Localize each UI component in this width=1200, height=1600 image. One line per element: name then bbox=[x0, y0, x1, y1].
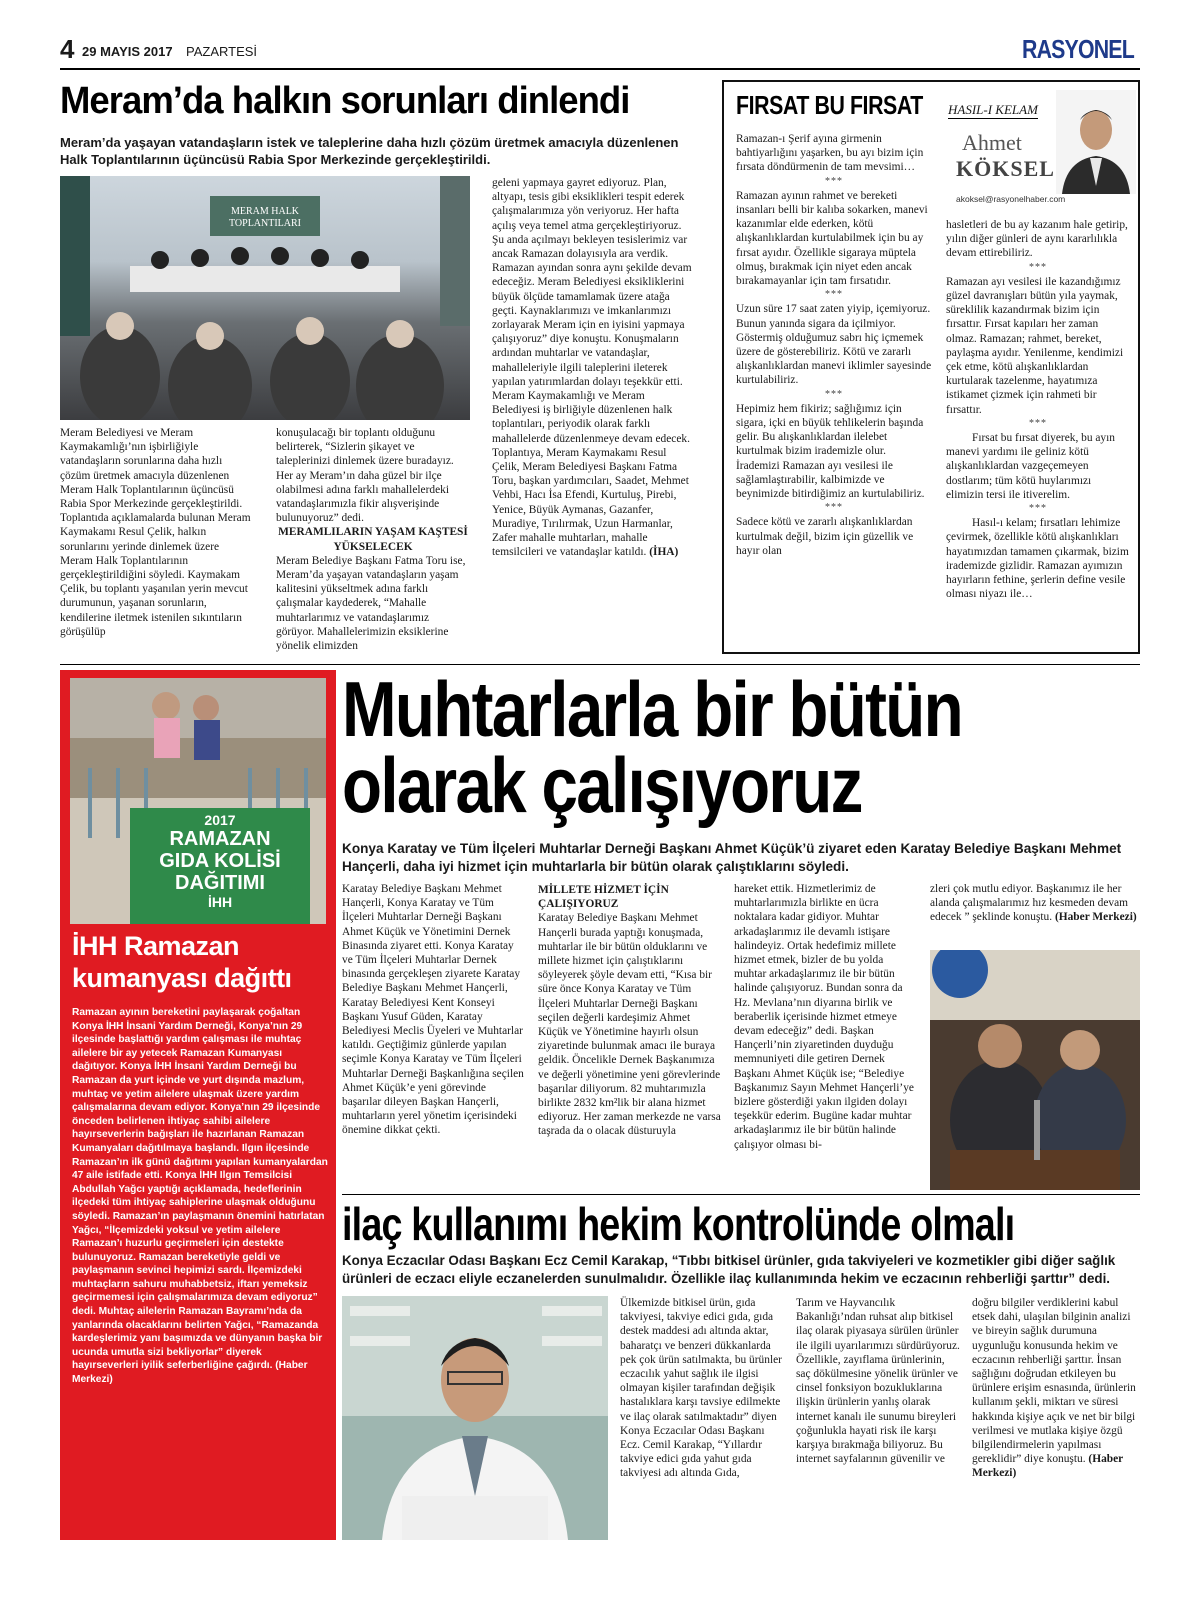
opinion-title: FIRSAT BU FIRSAT bbox=[736, 90, 923, 120]
muhtar-headline-2: olarak çalışıyoruz bbox=[342, 741, 862, 829]
muhtar-col-2 bbox=[538, 882, 722, 1139]
opinion-col-left bbox=[736, 132, 932, 558]
opinion-left-p1: Ramazan-ı Şerif ayına girmenin bahtiyarlığını yaşarken, bu ayı bizim için fırsata döndürmenin de tam mevsimi… bbox=[736, 133, 924, 174]
meram-col-3 bbox=[492, 176, 692, 559]
muhtar-col-3-text: hareket ettik. Hizmetlerimiz de muhtarlarımızla birlikte en ücra noktalara kadar gidiyor. Muhtar arkadaşlarımız ile devamlı istişare halindeyiz. Ortak hedefimiz millete hizmet etmek, bizler de bu yolda muhtar arkadaşlarımız ile bir bütün halinde çalışıyoruz. Bundan sonra da Hz. Mevlana’nın diyarına birlik ve beraberlik içerisinde hizmet etmeye devam edeceğiz” dedi. Başkan Hançerli’nin ziyaretinden duyduğu memnuniyeti dile getiren Dernek Başkanı Ahmet Küçük ise; “Belediye Başkanımız Sayın Mehmet Hançerli’ye bizlere gösterdiği yakın ilgiden dolayı teşekkür ederim. Bugüne kadar muhtar arkadaşlarımız ile bir bütün halinde çalışıyor olması bi- bbox=[734, 883, 914, 1151]
banner-line-2: GIDA KOLİSİ bbox=[159, 850, 281, 872]
meram-lead: Meram’da yaşayan vatandaşların istek ve taleplerine daha hızlı çözüm üretmek amacıyla düzenlenen Halk Toplantılarının üçüncüsü Rabia Spor Merkezinde gerçekleştirildi. bbox=[60, 135, 679, 167]
author-email[interactable]: akoksel@rasyonelhaber.com bbox=[956, 194, 1066, 204]
page-number: 4 bbox=[60, 34, 75, 64]
header-rule bbox=[60, 68, 1140, 70]
ilac-col-1 bbox=[620, 1296, 786, 1481]
opinion-right-p4: Hasıl-ı kelam; fırsatları lehimize çevirmek, özellikle kötü alışkanlıkları hayatımızdan tamamen çıkarmak, bizim irademizde gizlidir. Ramazan ayımızın hayırların fethine, şerlerin define vesile olması niyazı ile… bbox=[946, 517, 1129, 601]
muhtar-lead: Konya Karatay ve Tüm İlçeleri Muhtarlar Derneği Başkanı Ahmet Küçük’ü ziyaret eden Karatay Belediye Başkanı Mehmet Hançerli, daha iyi hizmet için muhtarlarla bir bütün olarak çalıştıklarını söyledi. bbox=[342, 841, 1122, 874]
meram-source: (İHA) bbox=[649, 546, 679, 559]
muhtar-col-1 bbox=[342, 882, 526, 1138]
pharmacist-photo bbox=[342, 1296, 608, 1540]
meram-col-2 bbox=[276, 426, 470, 653]
opinion-left-p4: Hepimiz hem fikiriz; sağlığımız için sigara, içki en büyük tehlikelerin başında gelir. Bu alışkanlıklardan ilelebet kurtulmak bizim irademizle olur. İrademizi Ramazan ayı vesilesi ile sağlamlaştırabilir, kalbimizde ve beynimizde bitirdiğimiz an kurtulabiliriz. bbox=[736, 402, 925, 501]
muhtar-photo bbox=[930, 950, 1140, 1190]
opinion-right-p1: hasletleri de bu ay kazanım hale getirip, yılın diğer günleri de aynı kararlılıkla devam ettirebiliriz. bbox=[946, 219, 1128, 260]
banner-line-3: DAĞITIMI bbox=[175, 872, 265, 894]
muhtar-col-4 bbox=[930, 882, 1140, 925]
ihh-body: Ramazan ayının bereketini paylaşarak çoğaltan Konya İHH İnsani Yardım Derneği, Konya’nın 29 ilçesinde başlattığı yardım çalışması ile muhtaç ailelere bir ay yetecek Ramazan Kumanyası dağıtıyor. Konya İHH İnsani Yardım Derneği bu Ramazan da yurt içinde ve yurt dışında mazlum, muhtaç ve yetim ailelere ulaşmak üzere yardım çalışmalarına devam ediyor. Konya’nın 29 ilçesinde önceden belirlenen ihtiyaç sahibi ailelere hayırseverlerin bağışları ile hazırlanan Ramazan Kumanyaları dağıtılmaya başlandı. Ilgın ilçesinde Ramazan’ın ilk günü dağıtımı yapılan kumanyalardan 47 aile istifade etti. Konya İHH Ilgın Temsilcisi Abdullah Yağcı yaptığı açıklamada, hedeflerinin ilçedeki tüm ihtiyaç sahiplerine ulaşmak olduğunu söyledi. Ramazan’ın paylaşmanın önemini hatırlatan Yağcı, “İlçemizdeki yoksul ve yetim ailelere Ramazan’ı huzurlu geçirmeleri için destekte bulunuyoruz. Ramazan bereketiyle geldi ve paylaşmanın sevinci hepimizi sardı. İlçemizdeki muhtaçların sahuru muhabbetsiz, iftarı yemeksiz geçirmemesi için çalışmalarımıza devam ediyoruz” dedi. Muhtaç ailelerin Ramazan Bayramı’nda da yanlarında olacaklarını belirten Yağcı, “Ramazanda kardeşlerimiz yanı başımızda ve dünyanın başka bir ucunda umutla sizi bekliyorlar” diyerek hayırseverleri iyilik seferberliğine çağırdı. (Haber Merkezi) bbox=[72, 1007, 328, 1386]
muhtar-col-4-text: zleri çok mutlu ediyor. Başkanımız ile her alanda çalışmalarımız hız kesmeden devam edecek ” şeklinde konuştu. bbox=[930, 883, 1128, 924]
ilac-headline: ilaç kullanımı hekim kontrolünde olmalı bbox=[342, 1198, 1015, 1250]
opinion-left-p3: Uzun süre 17 saat zaten yiyip, içemiyoruz. Bunun yanında sigara da içilmiyor. Göstermiş olduğumuz sabrı hiç içmemek üzere de gösterebiliriz. Kötü ve zararlı alışkanlıklardan manevi iklimler sayesinde kurtulabiliriz. bbox=[736, 303, 932, 387]
muhtar-col-1-text: Karatay Belediye Başkanı Mehmet Hançerli, Konya Karatay ve Tüm İlçeleri Muhtarlar Derneği Başkanı Ahmet Küçük ve Yönetimini Dernek Binasında ziyaret etti. Konya Karatay ve Tüm İlçeleri Muhtarlar Dernek binasında gerçekleşen ziyarete Karatay Belediye Başkanı Mehmet Hançerli, Karatay Belediyesi Kent Konseyi Başkanı Yusuf Güden, Karatay Belediyesi Meclis Üyeleri ve Muhtarlar katıldı. Geçtiğimiz günlerde yapılan seçimle Konya Karatay ve Tüm İlçeleri Muhtarlar Derneği Başkanlığına seçilen Ahmet Küçük’e yeni görevinde başarılar dileyen Başkan Hançerli, muhtarların yerel yönetim içerisindeki önemine dikkat çekti. bbox=[342, 883, 524, 1137]
meram-col-2b-text: Meram Belediye Başkanı Fatma Toru ise, Meram’da yaşayan vatandaşların yaşam kalitesini yükseltmek adına farklı çalışmalar kaydederek, “Mahalle muhtarlarımız ve vatandaşlarımız görüyor. Mahallelerimizin eksiklerine yönelik elimizden bbox=[276, 554, 466, 653]
opinion-left-p5: Sadece kötü ve zararlı alışkanlıklardan kurtulmak değil, bizim için güzellik ve hayır olan bbox=[736, 516, 914, 557]
separator-stars: *** bbox=[1029, 503, 1047, 515]
section-rule bbox=[342, 1194, 1140, 1195]
author-card bbox=[948, 90, 1136, 206]
opinion-right-p3: Fırsat bu fırsat diyerek, bu ayın manevi yardımı ile geliniz kötü alışkanlıklardan vazgeçemeyen dostlarım; tüm kötü huylarımızı elimizin tersi ile itiverelim. bbox=[946, 432, 1115, 501]
ihh-photo bbox=[70, 678, 326, 924]
ilac-col-2 bbox=[796, 1296, 962, 1466]
author-first-name: Ahmet bbox=[962, 130, 1022, 155]
ilac-col-3-text: doğru bilgiler verdiklerini kabul etsek dahi, ulaşılan bilginin analizi ve bireyin sağlık durumuna uygunluğu konusunda hekim ve eczacının rehberliği şarttır. İnsan sağlığını doğrudan etkileyen bu ürünlere erişim esnasında, ürünlerin kullanım şekli, miktarı ve süresi hakkında kişiye açık ve net bir bilgi verilmesi ve mutlaka kişiye özgü bilgilendirmelerin yapılması gereklidir” diye konuştu. bbox=[972, 1297, 1136, 1466]
mayor-visit-scene bbox=[930, 950, 1140, 1190]
muhtar-source: (Haber Merkezi) bbox=[1054, 911, 1137, 924]
issue-date: 29 MAYIS 2017 bbox=[82, 44, 173, 59]
meram-headline: Meram’da halkın sorunları dinlendi bbox=[60, 80, 630, 122]
banner-logo: İHH bbox=[207, 894, 233, 910]
issue-weekday: PAZARTESİ bbox=[186, 44, 258, 59]
muhtar-headline-1: Muhtarlarla bir bütün bbox=[342, 665, 962, 753]
ilac-lead: Konya Eczacılar Odası Başkanı Ecz Cemil Karakap, “Tıbbı bitkisel ürünler, gıda takviyeleri ve kozmetikler gibi diğer sağlık ürünleri de eczacı eliyle eczanelerden sunulmalıdır. Özellikle ilaç kullanımında hekim ve eczacının rehberliği şarttır” dedi. bbox=[342, 1253, 1116, 1286]
separator-stars: *** bbox=[825, 175, 843, 187]
author-last-name: KÖKSEL bbox=[956, 156, 1055, 181]
ilac-col-3 bbox=[972, 1296, 1140, 1481]
ilac-col-1-text: Ülkemizde bitkisel ürün, gıda takviyesi, takviye edici gıda, gıda destek maddesi adı altında aktar, baharatçı ve benzeri dükkanlarda pek çok ürün satılmakta, bu ürünler eczacılık yahut sağlık ile ilgisi olmayan kişiler tarafından değişik hastalıklara karşı tavsiye edilmekte ve ilaç olarak satılmaktadır” diyen Konya Eczacılar Odası Başkanı Ecz. Cemil Karakap, “Yıllardır takviye edici gıda yahut gıda takviyesi adı altında Gıda, bbox=[620, 1297, 782, 1480]
banner-year: 2017 bbox=[204, 812, 236, 828]
muhtar-col-3 bbox=[734, 882, 918, 1152]
opinion-left-p2: Ramazan ayının rahmet ve bereketi insanları belli bir kalıba sokarken, manevi kazanımlar elde ederken, kötü alışkanlıklardan kurtulabilmek için bu ay fırsat ayıdır. Özellikle sigaraya müptela olmuş, bırakmak için niyet eden ancak bırakamayanlar için tam fırsatıdır. bbox=[736, 189, 928, 288]
author-series: HASIL-I KELAM bbox=[948, 102, 1038, 117]
gift-banner bbox=[130, 808, 310, 924]
separator-stars: *** bbox=[1029, 261, 1047, 273]
separator-stars: *** bbox=[1029, 417, 1047, 429]
meeting-banner-text: MERAM HALK TOPLANTILARI bbox=[228, 206, 302, 229]
muhtar-col-2-text: Karatay Belediye Başkanı Mehmet Hançerli burada yaptığı konuşmada, muhtarlar ile bir bütün olduklarını ve milletе hizmet için çalıştıklarını söyleyerek şöyle devam etti, “Kısa bir süre önce Konya Karatay ve Tüm İlçeleri Muhtarlar Derneği Başkanı seçilen değerli kardeşimiz Ahmet Küçük ve Yönetimine hayırlı olsun ziyaretinde bulunmak amacı ile buraya geldik. Öncelikle Dernek Başkanımıza ve değerli yönetimine yeni görevlerinde başarılar diliyorum. 82 muhtarımızla birlikte 2832 km²lik bir alana hizmet ediyoruz. Her zaman merkezde ne varsa taşrada da o olacak düsturuyla bbox=[538, 912, 721, 1138]
meram-subhead: MERAMLILARIN YAŞAM KAŞTESİ YÜKSELECEK bbox=[278, 526, 468, 553]
meram-meeting-photo bbox=[60, 176, 470, 420]
opinion-col-right bbox=[946, 218, 1130, 601]
pharmacy-scene bbox=[342, 1296, 608, 1540]
separator-stars: *** bbox=[825, 388, 843, 400]
page-header bbox=[0, 0, 1200, 72]
separator-stars: *** bbox=[825, 289, 843, 301]
opinion-right-p2: Ramazan ayı vesilesi ile kazandığımız güzel davranışları bütün yıla yaymak, süreklilik kazandırmak bizim için fırsattır. Fırsat kapıları her zaman olmaz. Ramazan; rahmet, bereket, paylaşma ayıdır. Yenilenme, kendimizi çek etme, kötü alışkanlıklardan kurtularak tazelenme, hayatımıza istikamet çizmek için rahmeti bir fırsattır. bbox=[946, 275, 1124, 416]
author-portrait bbox=[1056, 90, 1136, 194]
ihh-headline: İHH Ramazan kumanyası dağıttı bbox=[72, 931, 292, 993]
meram-col-3-text: geleni yapmaya gayret ediyoruz. Plan, altyapı, tesis gibi eksiklikleri tespit ederek çalışmalarımıza yön veriyoruz. Her hafta açılış veya temel atma gerçekleştiriyoruz. Şu anda açılmayı bekleyen tesislerimiz var ancak Ramazan dolayısıyla ara verdik. Ramazan ayından sonra aynı şekilde devam edeceğiz. Meram Belediyesi eksikliklerini büyük ölçüde tamamlamak üzere atağa geçti. Kaynaklarımızı ve imkanlarımızı zorlayarak Meram için en iyisini yapmaya çalışıyoruz” diye konuştu. Konuşmaların ardından muhtarlar ve vatandaşlar, mahalleleriyle ilgili taleplerini ileterek yapılan yatırımlardan dolayı teşekkür etti. Meram Kaymakamlığı ve Meram Belediyesi iş birliğiyle düzenlenen halk toplantıları, periyodik olarak farklı mahallelerde düzenlenmeye devam edecek. Toplantıya, Meram Kaymakamı Resul Çelik, Meram Belediyesi Başkanı Fatma Toru, başkan yardımcıları, Saadet, Mehmet Vehbi, Hacı İsa Efendi, Kurtuluş, Pirebi, Yenice, Büyük Aymanas, Gazanfer, Muradiye, Tırılırmak, Uzun Harmanlar, Zafer mahalle muhtarları, mahalle temsilcileri ve vatandaşlar katıldı. bbox=[492, 177, 692, 559]
banner-line-1: RAMAZAN bbox=[169, 828, 271, 850]
meram-col-1 bbox=[60, 426, 254, 639]
separator-stars: *** bbox=[825, 502, 843, 514]
ilac-source: (Haber Merkezi) bbox=[972, 1453, 1124, 1480]
brand-logo: RASYONEL bbox=[1022, 34, 1134, 64]
meram-col-1-text: Meram Belediyesi ve Meram Kaymakamlığı’nın işbirliğiyle vatandaşların sorunlarına daha hızlı çözüm üretmek amacıyla düzenlenen Meram Halk Toplantılarının üçüncüsü Rabia Spor Merkezinde gerçekleştirildi. Toplantıda açıklamalarda bulunan Meram Kaymakamı Resul Çelik, halkın sorunlarını yerinde dinlemek üzere Meram Halk Toplantılarının gerçekleştirildiğini söyledi. Kaymakam Çelik, bu toplantı yaşanılan yerin mevcut durumunun, yaşanan sorunların, kendilerine iletmek istenilen sıkıntıların görüşülüp bbox=[60, 427, 251, 638]
meram-col-2-text: konuşulacağı bir toplantı olduğunu belirterek, “Sizlerin şikayet ve taleplerinizi dinlemek üzere buradayız. Her ay Meram’ın daha güzel bir ilçe olabilmesi adına farklı mahallelerdeki vatandaşlarımızla fikir alışverişinde bulunuyoruz” dedi. bbox=[276, 427, 454, 525]
muhtar-subhead: MİLLETE HİZMET İÇİN ÇALIŞIYORUZ bbox=[538, 884, 669, 911]
ilac-col-2-text: Tarım ve Hayvancılık Bakanlığı’ndan ruhsat alıp bitkisel ilaç olarak piyasaya sürülen ürünler ile ilgili uyarılarımızı sürdürüyoruz. Özellikle, zayıflama ürünlerinin, saç dökülmesine yönelik ürünler ve cinsel fonksiyon bozukluklarına ilişkin ürünlerin yanlış olarak internet kanalı ile sunumu bireyleri çoğunlukla hayati risk ile karşı karşıya bırakmağa biliyoruz. Bu internet sayfalarının güvenilir ve bbox=[796, 1297, 960, 1466]
